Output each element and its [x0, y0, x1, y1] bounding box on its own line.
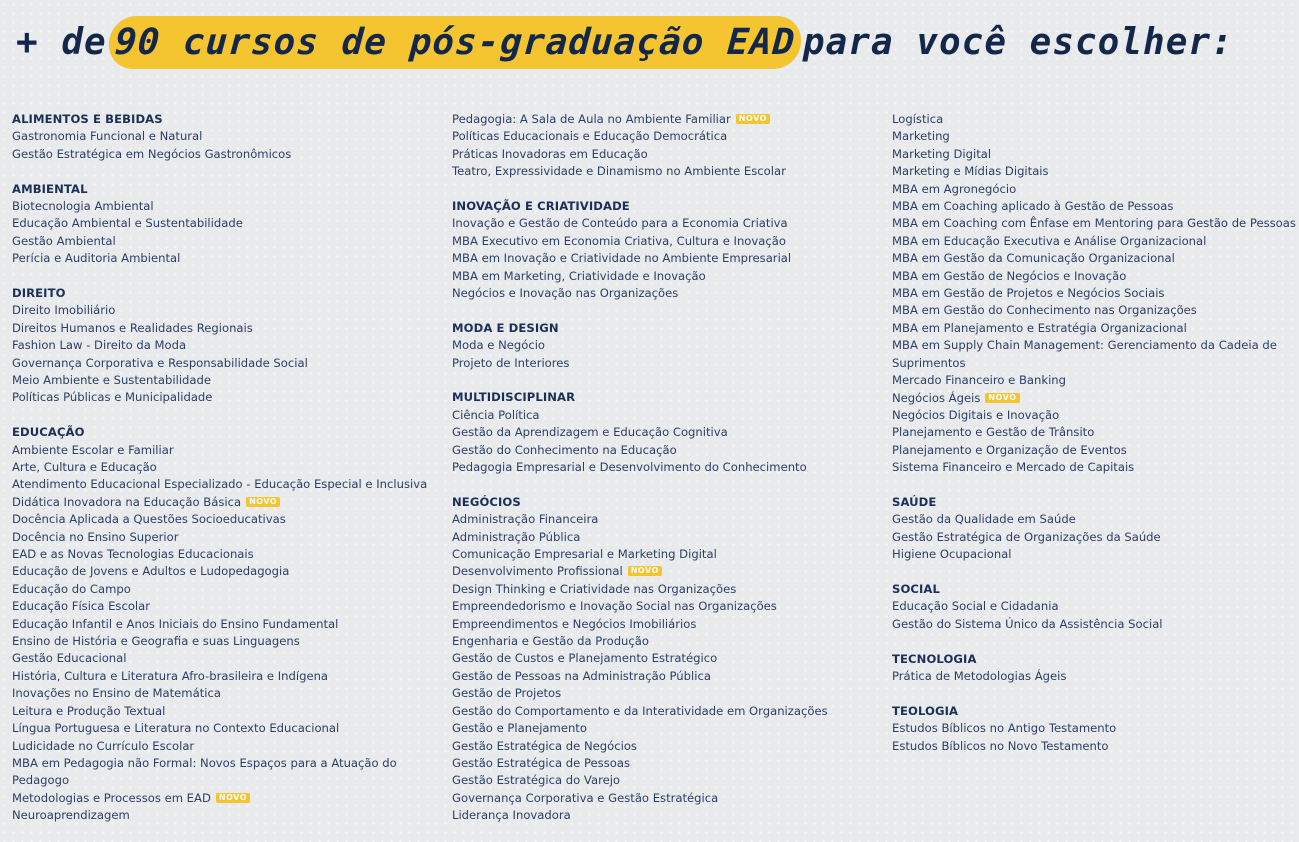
course-name: Arte, Cultura e Educação [12, 460, 157, 475]
course-name: MBA em Educação Executiva e Análise Organizacional [892, 233, 1207, 248]
section-title: SOCIAL [892, 581, 940, 596]
course-item [12, 198, 437, 215]
course-name: Metodologias e Processos em EAD [12, 790, 211, 805]
course-section [892, 651, 1292, 686]
course-name: MBA em Coaching com Ênfase em Mentoring para Gestão de Pessoas [892, 216, 1296, 231]
course-item [452, 598, 882, 615]
course-name: Logística [892, 112, 944, 126]
course-name: Gestão Estratégica de Negócios [452, 738, 637, 753]
course-item [452, 128, 882, 145]
course-item [892, 320, 1292, 337]
course-item [452, 650, 882, 667]
course-item [892, 407, 1292, 424]
course-item [452, 407, 882, 424]
course-section [452, 111, 882, 181]
course-item [892, 668, 1292, 685]
course-item [452, 337, 882, 354]
course-item [892, 511, 1292, 528]
course-name: Negócios Ágeis [892, 390, 981, 405]
section-title: MULTIDISCIPLINAR [452, 390, 576, 405]
new-badge: NOVO [246, 497, 280, 507]
course-item [452, 111, 882, 128]
course-name: Ambiente Escolar e Familiar [12, 442, 174, 457]
course-item [452, 285, 882, 302]
course-name: Educação Ambiental e Sustentabilidade [12, 216, 243, 231]
course-name: MBA em Gestão do Conhecimento nas Organizações [892, 303, 1197, 318]
course-section [892, 581, 1292, 633]
course-name: Leitura e Produção Textual [12, 703, 166, 718]
course-name: Prática de Metodologias Ágeis [892, 668, 1067, 683]
course-name: Marketing e Mídias Digitais [892, 164, 1049, 179]
course-section [452, 494, 882, 825]
course-item [892, 233, 1292, 250]
course-name: Práticas Inovadoras em Educação [452, 146, 648, 161]
course-name: MBA em Inovação e Criatividade no Ambiente Empresarial [452, 251, 792, 266]
course-item [452, 738, 882, 755]
course-name: Pedagogia: A Sala de Aula no Ambiente Familiar [452, 112, 731, 126]
course-name: Gestão do Sistema Único da Assistência Social [892, 616, 1163, 631]
course-item [12, 598, 437, 615]
course-item [452, 215, 882, 232]
course-item [12, 668, 437, 685]
course-item [12, 302, 437, 319]
course-name: Gestão do Conhecimento na Educação [452, 442, 677, 457]
course-item [452, 233, 882, 250]
course-name: Didática Inovadora na Educação Básica [12, 494, 242, 509]
course-name: Língua Portuguesa e Literatura no Contexto Educacional [12, 721, 340, 736]
section-title: AMBIENTAL [12, 181, 88, 196]
new-badge: NOVO [216, 793, 250, 803]
course-item [892, 337, 1292, 372]
course-name: Administração Pública [452, 529, 581, 544]
course-item [452, 459, 882, 476]
headline-highlight: 90 cursos de pós-graduação EAD [107, 16, 803, 69]
course-name: MBA em Gestão da Comunicação Organizacional [892, 251, 1175, 266]
headline-suffix: para você escolher: [802, 21, 1234, 63]
course-section [12, 181, 437, 268]
course-item [452, 355, 882, 372]
course-item [452, 755, 882, 772]
course-item [12, 807, 437, 824]
course-name: Liderança Inovadora [452, 808, 571, 823]
course-item [12, 738, 437, 755]
course-name: Gestão Estratégica de Pessoas [452, 755, 630, 770]
course-item [452, 163, 882, 180]
course-section [452, 320, 882, 372]
course-name: Biotecnologia Ambiental [12, 198, 154, 213]
section-title: EDUCAÇÃO [12, 425, 85, 440]
course-name: Gestão do Comportamento e da Interatividade em Organizações [452, 703, 828, 718]
course-item [12, 546, 437, 563]
course-item [12, 650, 437, 667]
course-name: Pedagogia Empresarial e Desenvolvimento do Conhecimento [452, 460, 807, 475]
course-column-2 [452, 111, 882, 842]
course-name: Planejamento e Organização de Eventos [892, 442, 1127, 457]
course-item [452, 703, 882, 720]
course-item [12, 720, 437, 737]
section-title: MODA E DESIGN [452, 320, 559, 335]
course-item [12, 790, 437, 807]
course-item [892, 390, 1292, 407]
course-name: Gestão Estratégica em Negócios Gastronômicos [12, 146, 292, 161]
course-section [12, 424, 437, 824]
course-name: Políticas Educacionais e Educação Democrática [452, 129, 728, 144]
course-item [452, 250, 882, 267]
course-name: MBA Executivo em Economia Criativa, Cultura e Inovação [452, 233, 786, 248]
course-item [452, 581, 882, 598]
course-item [892, 738, 1292, 755]
course-name: Ciência Política [452, 407, 540, 422]
course-name: MBA em Gestão de Projetos e Negócios Sociais [892, 286, 1165, 301]
course-name: Ludicidade no Currículo Escolar [12, 738, 195, 753]
course-item [12, 581, 437, 598]
course-name: Educação Social e Cidadania [892, 599, 1059, 614]
course-name: Gestão Estratégica de Organizações da Saúde [892, 529, 1161, 544]
course-item [12, 372, 437, 389]
course-name: Gestão Ambiental [12, 233, 116, 248]
course-name: Educação Física Escolar [12, 599, 151, 614]
course-name: Fashion Law - Direito da Moda [12, 338, 187, 353]
course-name: Planejamento e Gestão de Trânsito [892, 425, 1095, 440]
course-item [892, 720, 1292, 737]
course-item [892, 529, 1292, 546]
course-name: MBA em Coaching aplicado à Gestão de Pessoas [892, 199, 1174, 214]
course-item [892, 598, 1292, 615]
course-name: Governança Corporativa e Responsabilidade Social [12, 355, 308, 370]
course-name: Docência Aplicada a Questões Socioeducativas [12, 512, 286, 527]
course-name: Educação do Campo [12, 581, 131, 596]
course-item [12, 529, 437, 546]
course-name: Gestão Educacional [12, 651, 127, 666]
course-name: Atendimento Educacional Especializado - Educação Especial e Inclusiva [12, 477, 428, 492]
course-name: Gestão da Qualidade em Saúde [892, 512, 1076, 527]
course-name: MBA em Agronegócio [892, 181, 1017, 196]
course-name: Negócios Digitais e Inovação [892, 407, 1060, 422]
course-name: Gestão e Planejamento [452, 721, 587, 736]
course-item [892, 215, 1296, 232]
course-name: Governança Corporativa e Gestão Estratégica [452, 790, 719, 805]
course-name: Desenvolvimento Profissional [452, 564, 623, 579]
course-item [12, 250, 437, 267]
new-badge: NOVO [985, 393, 1019, 403]
course-item [892, 372, 1292, 389]
course-item [892, 198, 1292, 215]
course-item [12, 476, 437, 493]
course-item [12, 616, 437, 633]
course-name: Educação Infantil e Anos Iniciais do Ensino Fundamental [12, 616, 339, 631]
course-item [452, 790, 882, 807]
course-name: Perícia e Auditoria Ambiental [12, 251, 181, 266]
course-name: Educação de Jovens e Adultos e Ludopedagogia [12, 564, 290, 579]
course-name: Gastronomia Funcional e Natural [12, 129, 203, 144]
course-item [452, 668, 882, 685]
section-title: TEOLOGIA [892, 703, 959, 718]
course-name: Administração Financeira [452, 512, 599, 527]
course-name: MBA em Gestão de Negócios e Inovação [892, 268, 1127, 283]
course-name: Empreendimentos e Negócios Imobiliários [452, 616, 697, 631]
course-name: MBA em Planejamento e Estratégia Organizacional [892, 320, 1187, 335]
course-column-3 [892, 111, 1296, 772]
new-badge: NOVO [736, 114, 770, 124]
course-name: Gestão de Projetos [452, 686, 562, 701]
course-item [12, 685, 437, 702]
course-item [12, 215, 437, 232]
section-title: INOVAÇÃO E CRIATIVIDADE [452, 199, 630, 214]
course-name: Design Thinking e Criatividade nas Organizações [452, 581, 737, 596]
course-name: Engenharia e Gestão da Produção [452, 634, 649, 649]
course-name: Estudos Bíblicos no Antigo Testamento [892, 721, 1117, 736]
course-item [452, 546, 882, 563]
course-item [892, 181, 1292, 198]
course-item [892, 128, 1292, 145]
course-section [892, 111, 1296, 477]
course-name: Sistema Financeiro e Mercado de Capitais [892, 460, 1135, 475]
section-title: NEGÓCIOS [452, 494, 521, 509]
course-item [452, 633, 882, 650]
course-item [452, 720, 882, 737]
course-section [892, 494, 1292, 564]
course-item [452, 424, 882, 441]
course-item [12, 233, 437, 250]
course-item [12, 511, 437, 528]
course-section [452, 198, 882, 302]
course-item [892, 285, 1292, 302]
course-item [452, 511, 882, 528]
course-item [892, 302, 1292, 319]
course-item [12, 633, 437, 650]
course-item [892, 442, 1292, 459]
course-name: MBA em Supply Chain Management: Gerenciamento da Cadeia de Suprimentos [892, 338, 1277, 370]
course-item [452, 563, 882, 580]
course-item [892, 163, 1292, 180]
course-item [892, 146, 1292, 163]
course-item [892, 546, 1292, 563]
headline [16, 2, 1234, 82]
course-name: Direito Imobiliário [12, 303, 116, 318]
course-item [452, 772, 882, 789]
course-item [12, 320, 437, 337]
course-name: Gestão de Custos e Planejamento Estratégico [452, 651, 718, 666]
course-name: Inovação e Gestão de Conteúdo para a Economia Criativa [452, 216, 788, 231]
course-item [12, 703, 437, 720]
course-section [892, 703, 1292, 755]
course-item [12, 355, 437, 372]
course-name: Ensino de História e Geografia e suas Linguagens [12, 634, 300, 649]
course-item [892, 424, 1292, 441]
course-item [12, 146, 437, 163]
course-section [452, 389, 882, 476]
course-item [892, 459, 1292, 476]
course-item [452, 529, 882, 546]
course-name: Mercado Financeiro e Banking [892, 373, 1066, 388]
course-name: Docência no Ensino Superior [12, 529, 179, 544]
course-item [892, 111, 1292, 128]
course-name: Marketing [892, 129, 950, 144]
course-name: Empreendedorismo e Inovação Social nas Organizações [452, 599, 777, 614]
course-name: História, Cultura e Literatura Afro-brasileira e Indígena [12, 668, 329, 683]
course-item [452, 268, 882, 285]
section-title: ALIMENTOS E BEBIDAS [12, 112, 163, 126]
course-item [892, 250, 1292, 267]
section-title: DIREITO [12, 286, 66, 300]
course-item [12, 128, 437, 145]
course-name: Negócios e Inovação nas Organizações [452, 286, 679, 301]
course-item [452, 807, 882, 824]
course-name: Higiene Ocupacional [892, 547, 1012, 562]
course-column-1 [12, 111, 437, 842]
course-name: Marketing Digital [892, 146, 992, 161]
section-title: TECNOLOGIA [892, 651, 977, 666]
course-name: MBA em Pedagogia não Formal: Novos Espaços para a Atuação do Pedagogo [12, 755, 397, 788]
course-name: Teatro, Expressividade e Dinamismo no Ambiente Escolar [452, 164, 786, 179]
course-name: Políticas Públicas e Municipalidade [12, 390, 213, 405]
course-name: Inovações no Ensino de Matemática [12, 686, 221, 701]
course-name: Gestão da Aprendizagem e Educação Cognitiva [452, 425, 728, 440]
course-item [12, 389, 437, 406]
course-name: Meio Ambiente e Sustentabilidade [12, 373, 212, 388]
course-name: Comunicação Empresarial e Marketing Digital [452, 547, 717, 562]
new-badge: NOVO [628, 566, 662, 576]
course-item [12, 442, 437, 459]
course-item [12, 563, 437, 580]
course-section [12, 111, 437, 163]
course-name: Direitos Humanos e Realidades Regionais [12, 320, 253, 335]
course-name: Estudos Bíblicos no Novo Testamento [892, 738, 1109, 753]
course-name: Projeto de Interiores [452, 355, 570, 370]
course-item [12, 459, 437, 476]
course-item [892, 616, 1292, 633]
section-title: SAÚDE [892, 494, 937, 509]
course-item [452, 146, 882, 163]
headline-prefix: + de [16, 21, 107, 63]
course-item [12, 337, 437, 354]
course-name: Neuroaprendizagem [12, 808, 130, 823]
course-item [892, 268, 1292, 285]
course-name: Gestão Estratégica do Varejo [452, 773, 621, 788]
course-section [12, 285, 437, 407]
course-name: Moda e Negócio [452, 338, 546, 353]
course-item [452, 685, 882, 702]
course-item [452, 616, 882, 633]
course-item [12, 755, 437, 790]
course-name: EAD e as Novas Tecnologias Educacionais [12, 547, 254, 562]
course-item [452, 442, 882, 459]
course-name: MBA em Marketing, Criatividade e Inovação [452, 268, 706, 283]
course-item [12, 494, 437, 511]
course-name: Gestão de Pessoas na Administração Pública [452, 668, 711, 683]
